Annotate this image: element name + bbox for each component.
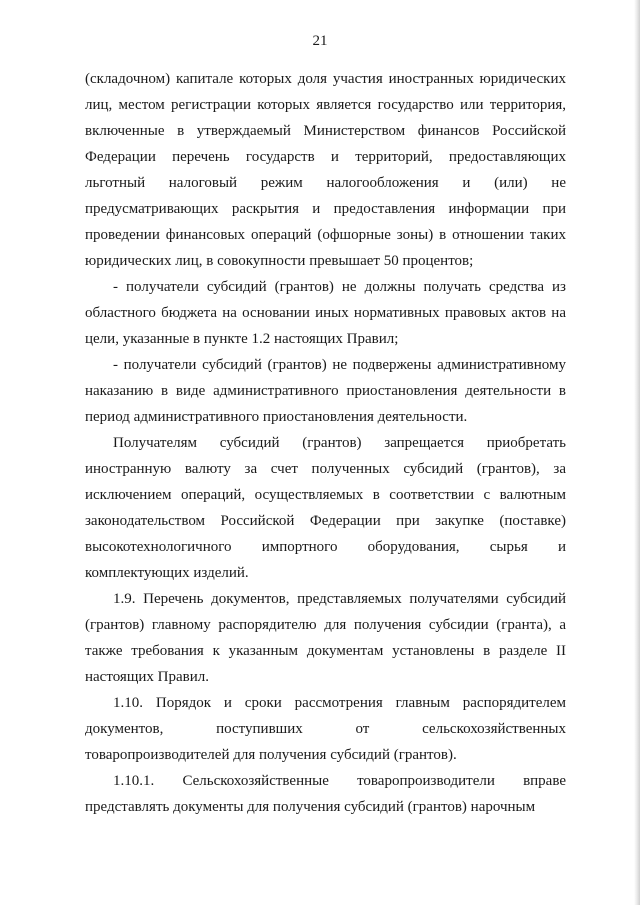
paragraph-1-9-documents-list: 1.9. Перечень документов, представляемых получателями субсидий (грантов) главному распорядителю для получения субсидии (гранта), а также требования к указанным документам установлены в разделе II настоящих Правил. — [85, 591, 566, 685]
paragraph-foreign-currency-ban: Получателям субсидий (грантов) запрещается приобретать иностранную валюту за счет полученных субсидий (грантов), за исключением операций, осуществляемых в соответствии с валютным законодательством Российской Федерации при закупке (поставке) высокотехнологичного импортного оборудования, сырья и комплектующих изделий. — [85, 435, 566, 581]
paragraph-offshore-continuation: (складочном) капитале которых доля участия иностранных юридических лиц, местом регистрации которых является государство или территория, включенные в утверждаемый Министерством финансов Российской Федерации перечень государств и территорий, предоставляющих льготный налоговый режим налогообложения и (или) не предусматривающих раскрытия и предоставления информации при проведении финансовых операций (офшорные зоны) в отношении таких юридических лиц, в совокупности превышает 50 процентов; — [85, 71, 566, 269]
paragraph-1-10-review-procedure: 1.10. Порядок и сроки рассмотрения главным распорядителем документов, поступивших от сельскохозяйственных товаропроизводителей для получения субсидий (грантов). — [85, 695, 566, 763]
scan-edge-shadow — [634, 0, 640, 905]
page-number: 21 — [312, 33, 328, 49]
document-body — [85, 66, 566, 820]
paragraph-1-10-1-submission: 1.10.1. Сельскохозяйственные товаропроизводители вправе представлять документы для получения субсидий (грантов) нарочным — [85, 773, 566, 815]
paragraph-no-administrative-suspension: - получатели субсидий (грантов) не подвержены административному наказанию в виде административного приостановления деятельности в период административного приостановления деятельности. — [85, 357, 566, 425]
paragraph-no-other-budget-funds: - получатели субсидий (грантов) не должны получать средства из областного бюджета на основании иных нормативных правовых актов на цели, указанные в пункте 1.2 настоящих Правил; — [85, 279, 566, 347]
